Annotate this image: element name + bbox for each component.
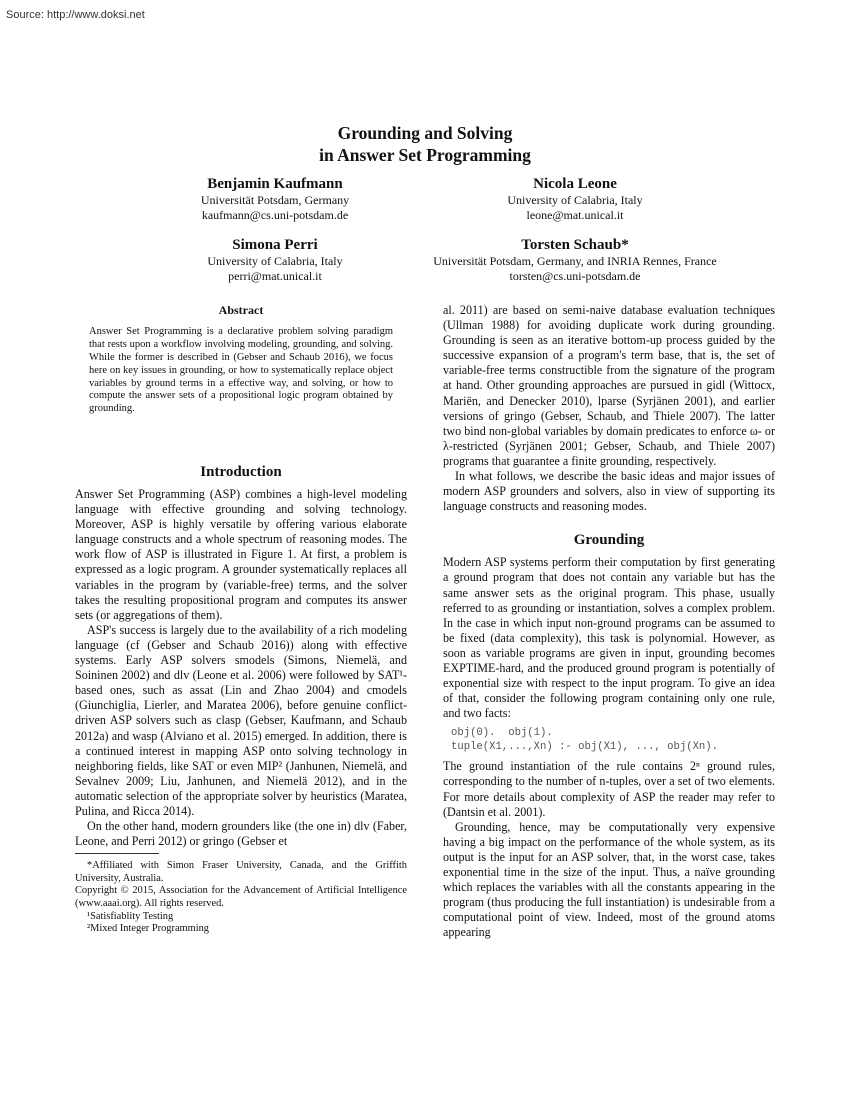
author-affiliation: Universität Potsdam, Germany, and INRIA Rennes, France [433, 254, 717, 268]
footnotes [75, 860, 407, 936]
left-column-lower [75, 462, 407, 936]
author-affiliation: University of Calabria, Italy [207, 254, 343, 268]
abstract-text: Answer Set Programming is a declarative problem solving paradigm that rests upon a workflow involving modeling, grounding, and solving. While the former is described in (Gebser and Schaub 2016), we focus here on key issues in grounding, or how to systematically replace object variables by ground terms in a effective way, and solving, or how to compute the answer sets of a propositional logic program obtained by grounding. [89, 325, 393, 415]
title-line-2: in Answer Set Programming [319, 145, 531, 165]
paragraph: The ground instantiation of the rule contains 2ⁿ ground rules, corresponding to the number of n-tuples, over a set of two elements. For more details about complexity of ASP the reader may refer to (Dantsin et al. 2001). [443, 759, 775, 819]
code-line: obj(0). obj(1). [451, 727, 553, 740]
author-affiliation: University of Calabria, Italy [507, 193, 643, 207]
author-block [450, 175, 700, 223]
footnote: *Affiliated with Simon Fraser University, Canada, and the Griffith University, Australia. [75, 860, 407, 884]
source-url: Source: http://www.doksi.net [6, 9, 145, 21]
copyright-notice: Copyright © 2015, Association for the Advancement of Artificial Intelligence (www.aaai.org). All rights reserved. [75, 885, 407, 910]
paragraph: On the other hand, modern grounders like (the one in) dlv (Faber, Leone, and Perri 2012) or gringo (Gebser et [75, 819, 407, 849]
code-block [451, 726, 775, 754]
paragraph: Grounding, hence, may be computationally very expensive having a big impact on the performance of the whole system, as its output is the input for an ASP solver, that, in the worst case, takes exponential time in the size of the input. Thus, a naïve grounding which replaces the variables with all the constants appearing in the program (thus producing the full instantiation) is undesirable from a computational point of view. Indeed, most of the ground atoms appearing [443, 819, 775, 940]
author-block [400, 236, 750, 284]
author-email: kaufmann@cs.uni-potsdam.de [201, 208, 349, 222]
abstract [89, 304, 393, 416]
section-heading-introduction: Introduction [200, 464, 282, 480]
footnote-divider [75, 853, 159, 854]
author-affiliation: Universität Potsdam, Germany [200, 193, 350, 207]
author-email: torsten@cs.uni-potsdam.de [509, 269, 641, 283]
footnote: ¹Satisfiablity Testing [87, 910, 174, 922]
author-name: Torsten Schaub* [521, 237, 629, 253]
right-column [443, 303, 775, 940]
code-line: tuple(X1,...,Xn) :- obj(X1), ..., obj(Xn). [451, 741, 719, 754]
paragraph: ASP's success is largely due to the availability of a rich modeling language (cf (Gebser and Schaub 2016)) along with effective systems. Early ASP solvers smodels (Simons, Niemelä, and Soininen 2002) and dlv (Leone et al. 2006) were followed by SAT¹-based ones, such as assat (Lin and Zhao 2004) and cmodels (Giunchiglia, Lierler, and Maratea 2006), before genuine conflict-driven ASP solvers such as clasp (Gebser, Kaufmann, and Schaub 2012a) and wasp (Alviano et al. 2015) emerged. In addition, there is a continued interest in mapping ASP onto solving technology in neighboring fields, like SAT or even MIP² (Janhunen, Niemelä, and Sevalnev 2009; Liu, Janhunen, and Niemelä 2012), and in the automatic selection of the appropriate solver by heuristics (Maratea, Pulina, and Ricca 2014). [75, 622, 407, 818]
paper-title [0, 122, 850, 166]
author-email: leone@mat.unical.it [526, 208, 624, 222]
paragraph: In what follows, we describe the basic ideas and major issues of modern ASP grounders and solvers, also in view of supporting its language constructs and reasoning modes. [443, 469, 775, 514]
author-name: Simona Perri [232, 237, 318, 253]
author-email: perri@mat.unical.it [228, 269, 322, 283]
paragraph: Answer Set Programming (ASP) combines a high-level modeling language with effective grounding and solving technology. Moreover, ASP is highly versatile by offering various elaborate language constructs and a whole spectrum of reasoning modes. The work flow of ASP is illustrated in Figure 1. At first, a problem is expressed as a logic program. A grounder systematically replaces all variables in the program by (variable-free) terms, and the solver takes the resulting propositional program and computes its answer sets (or aggregations of them). [75, 487, 407, 622]
footnote: ²Mixed Integer Programming [87, 923, 210, 935]
title-line-1: Grounding and Solving [337, 123, 513, 143]
author-name: Benjamin Kaufmann [207, 176, 343, 192]
paragraph: al. 2011) are based on semi-naive database evaluation techniques (Ullman 1988) for avoiding duplicate work during grounding. Grounding is seen as an iterative bottom-up process guided by the successive expansion of a program's term base, that is, the set of variable-free terms constructible from the signature of the program at hand. Other grounding approaches are pursued in gidl (Wittocx, Mariën, and Denecker 2010), lparse (Syrjänen 2001), and earlier versions of gringo (Gebser, Schaub, and Thiele 2007). The latter two bind non-global variables by domain predicates to enforce ω- or λ-restricted (Syrjänen 2001; Gebser, Schaub, and Thiele 2007) programs that guarantee a finite grounding, respectively. [443, 303, 775, 468]
abstract-heading: Abstract [218, 303, 264, 317]
author-block [150, 175, 400, 223]
paragraph: Modern ASP systems perform their computation by first generating a ground program that does not contain any variable but has the same answer sets as the original program. This phase, usually referred to as grounding or instantiation, solves a complex problem. In the case in which input non-ground programs can be assumed to be fixed (data complexity), this task is polynomial. However, as soon as variable programs are given in input, grounding becomes EXPTIME-hard, and the produced ground program is potentially of exponential size with respect to the input program. To give an idea of that, consider the following program containing only one rule, and two facts: [443, 555, 775, 721]
section-heading-grounding: Grounding [573, 532, 645, 549]
author-name: Nicola Leone [533, 176, 617, 192]
author-block [150, 236, 400, 284]
